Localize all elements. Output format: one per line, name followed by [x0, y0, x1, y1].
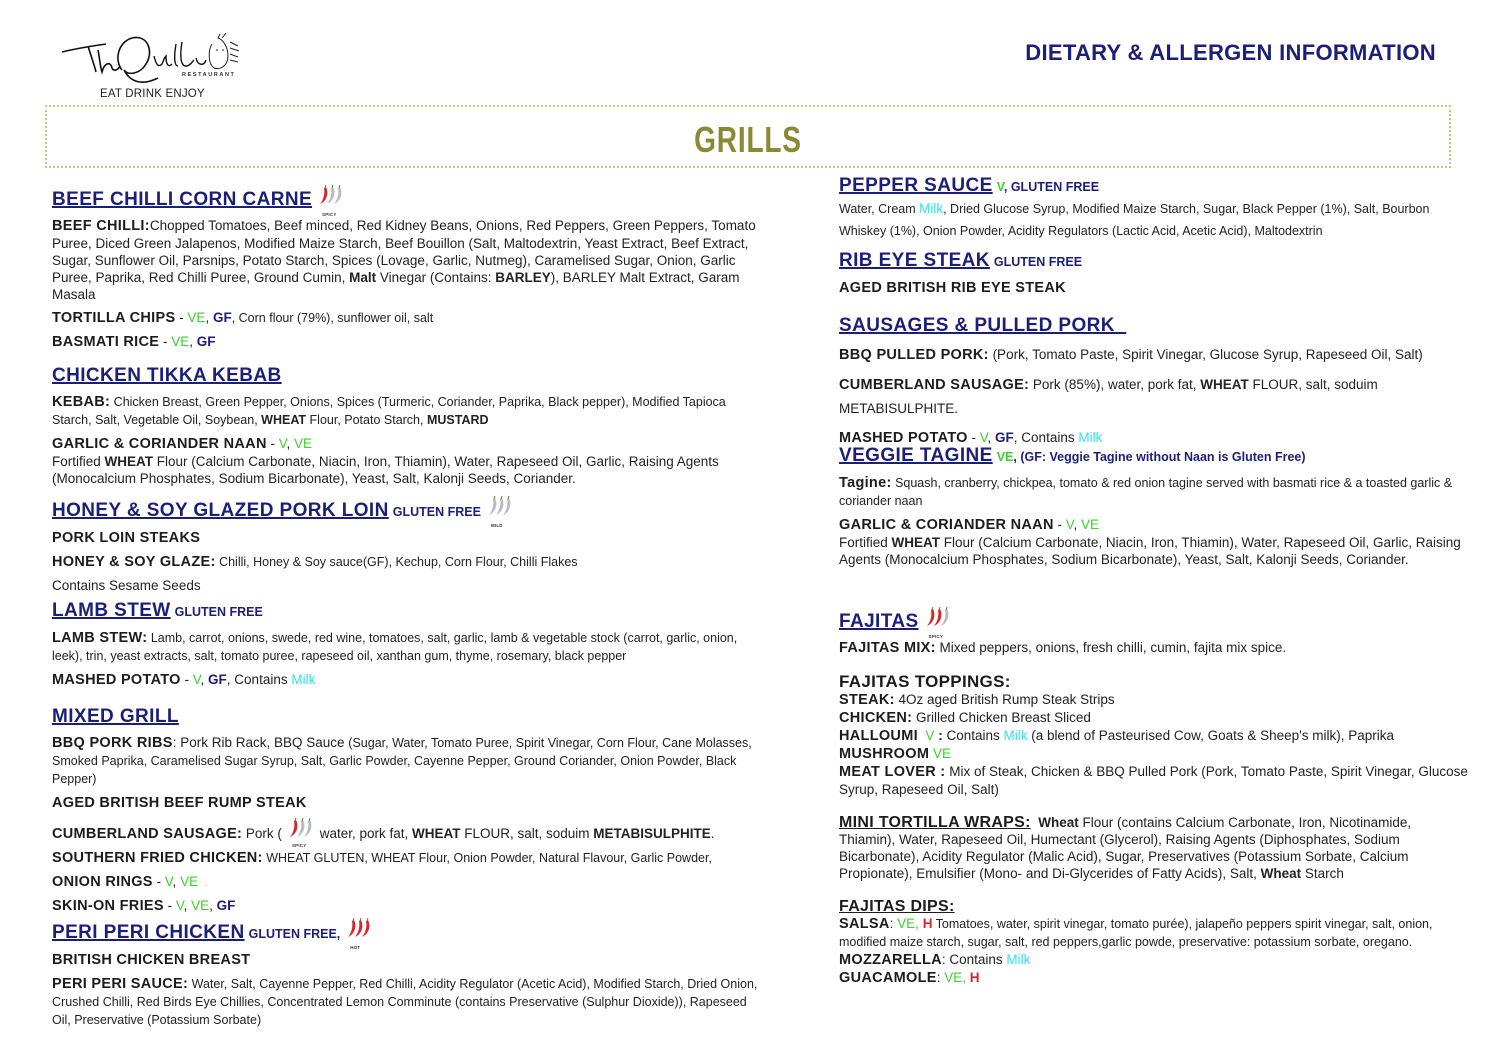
ingredient-line	[52, 951, 764, 969]
text: ), BARLEY Malt Extract, Garam Masala	[52, 270, 740, 302]
allergen-highlight: WHEAT	[104, 454, 154, 469]
item-label: MINI TORTILLA WRAPS:	[839, 814, 1031, 831]
text: ,	[183, 898, 192, 913]
chilli-pepper-mark	[489, 498, 496, 515]
text: Water, Cream	[839, 202, 920, 216]
dietary-tag: VE	[1081, 517, 1100, 532]
section-heading	[52, 600, 764, 623]
dietary-tag: VE	[171, 334, 190, 349]
allergen-milk: Milk	[291, 672, 316, 687]
chilli-pepper-mark	[941, 609, 948, 626]
ingredient-line	[52, 629, 764, 665]
text: : Pork Rib Rack, BBQ Sauce	[172, 735, 349, 750]
text: -	[967, 430, 980, 445]
item-label: Tagine:	[839, 475, 892, 491]
allergen-highlight: Wheat	[1260, 866, 1302, 881]
text: -	[1053, 517, 1066, 532]
dish-name: BEEF CHILLI CORN CARNE	[52, 189, 313, 210]
item-label: GARLIC & CORIANDER NAAN	[839, 517, 1054, 533]
allergen-milk: Milk	[919, 201, 944, 216]
ingredient-line	[839, 745, 1469, 763]
dietary-tags	[997, 180, 1099, 194]
text: Mix of Steak, Chicken & BBQ Pulled Pork (Pork, Tomato Paste, Spirit Vinegar, Glucose Syrup, Rapeseed Oil, Salt)	[839, 764, 1468, 797]
text: , Contains	[1013, 430, 1079, 445]
dietary-tags	[175, 605, 263, 619]
item-label: BBQ PORK RIBS	[52, 735, 173, 751]
ingredient-line	[839, 814, 1469, 882]
ingredient-line	[52, 333, 764, 351]
dish-name: SAUSAGES & PULLED PORK	[839, 315, 1127, 336]
ingredient-line	[839, 279, 1469, 297]
heat-level-label: SPICY	[928, 634, 944, 639]
dietary-tag: GF	[208, 672, 227, 687]
ingredient-line	[839, 709, 1469, 727]
chilli-heat-icon	[921, 607, 953, 639]
dietary-tag: GF	[995, 430, 1014, 445]
section-heading	[839, 250, 1469, 273]
dietary-tag: GLUTEN FREE	[174, 605, 263, 619]
ingredient-line	[52, 453, 764, 487]
allergen-highlight: WHEAT	[1200, 377, 1249, 392]
item-label: GUACAMOLE	[839, 970, 937, 986]
text: : Contains	[941, 952, 1007, 967]
ingredient-line	[839, 198, 1469, 242]
banner-title: GRILLS	[694, 119, 802, 160]
dietary-tag: V	[1065, 517, 1074, 532]
ingredient-line	[52, 873, 764, 891]
chilli-pepper-mark	[362, 920, 369, 937]
logo-subtitle: RESTAURANT	[182, 72, 236, 78]
menu-section-mixed-grill	[52, 706, 764, 915]
item-label: TORTILLA CHIPS	[52, 310, 176, 326]
chilli-pepper-mark	[927, 609, 934, 626]
item-label: PERI PERI SAUCE:	[52, 976, 189, 992]
item-label: MOZZARELLA	[839, 952, 942, 968]
allergen-highlight: Malt	[349, 270, 377, 285]
menu-section-chicken-tikka-kebab	[52, 365, 764, 487]
ingredient-line	[839, 969, 1469, 987]
ingredient-line	[839, 763, 1469, 798]
dietary-tag: GLUTEN FREE,	[248, 927, 341, 941]
text: Flour (Calcium Carbonate, Niacin, Iron, Thiamin), Water, Rapeseed Oil, Garlic, Raising Agents (Monocalcium Phosphates, Sodium Bicarbonate), Yeast, Salt, Kalonji Seeds, Coriander.	[52, 454, 719, 486]
dietary-tag: GF	[216, 898, 236, 913]
text: ,	[189, 334, 197, 349]
item-label: GARLIC & CORIANDER NAAN	[52, 436, 267, 452]
text: Flour (contains Calcium Carbonate, Iron, Nicotinamide, Thiamin), Water, Rapeseed Oil, Humectant (Glycerol), Raising Agents (Diphosphates, Sodium Bicarbonate), Acidity Regulator (Malic Acid), Sugar, Preservatives (Potassium Sorbate, Calcium Propionate), Emulsifier (Mono- and Di-Glycerides of Fatty Acids), Salt,	[839, 815, 1412, 881]
dish-name: PEPPER SAUCE	[839, 175, 993, 196]
heat-level-label: HOT	[350, 945, 361, 950]
item-label: MUSHROOM	[839, 746, 930, 762]
text: Fortified	[52, 454, 105, 469]
text: ,	[987, 430, 996, 445]
item-label: CUMBERLAND SAUSAGE:	[52, 826, 243, 842]
chilli-heat-icon	[342, 918, 374, 950]
dietary-tag: GLUTEN FREE	[392, 505, 481, 519]
chilli-pepper-mark	[304, 820, 311, 837]
item-label: BRITISH CHICKEN BREAST	[52, 952, 251, 968]
text: ,	[286, 436, 295, 451]
ingredient-line	[839, 915, 1469, 951]
allergen-highlight: Wheat	[1038, 815, 1079, 830]
dietary-tag: H	[969, 970, 980, 985]
item-label: HONEY & SOY GLAZE:	[52, 554, 216, 570]
menu-section-rib-eye-steak	[839, 250, 1469, 297]
dietary-tags	[393, 505, 481, 519]
item-label: MASHED POTATO	[839, 430, 968, 446]
dietary-tag: GF	[196, 334, 216, 349]
ingredient-line	[52, 975, 764, 1029]
item-label: SOUTHERN FRIED CHICKEN:	[52, 850, 263, 866]
ingredient-line	[839, 373, 1469, 420]
text: -	[159, 334, 172, 349]
text: Chicken Breast, Green Pepper, Onions, Spices (Turmeric, Coriander, Paprika, Black pepper), Modified Tapioca Starch, Salt, Vegetable Oil, Soybean,	[52, 395, 726, 427]
section-heading	[839, 315, 1469, 337]
text: ,	[209, 898, 217, 913]
allergen-highlight: WHEAT	[891, 535, 941, 550]
dietary-tag: VE,	[944, 970, 970, 985]
text: Tomatoes, water, spirit vinegar, tomato purée), jalapeño peppers spirit vinegar, salt, onion, modified maize starch, sugar, salt, red peppers,garlic powde, preservative: potassium sorbate, oregano.	[839, 917, 1433, 949]
dietary-tag: , GLUTEN FREE	[1003, 180, 1100, 194]
chilli-heat-icon	[314, 185, 346, 217]
text: Chopped Tomatoes, Beef minced, Red Kidney Beans, Onions, Red Peppers, Green Peppers, Tomato Puree, Diced Green Jalapenos, Modified Maize Starch, Beef Bouillon (Salt, Maltodextrin, Yeast Extract, Beef Extract, Sugar, Sunflower Oil, Parsnips, Potato Starch, Spices (Lovage, Garlic, Nutmeg), Caramelised Sugar, Onion, Garlic Puree, Paprika, Red Chilli Puree, Ground Cumin,	[52, 218, 756, 285]
dietary-tag: V	[164, 874, 173, 889]
section-heading	[839, 445, 1469, 468]
text: (Pork, Tomato Paste, Spirit Vinegar, Glucose Syrup, Rapeseed Oil, Salt)	[988, 347, 1423, 362]
dietary-tag: V	[917, 728, 935, 743]
item-label: AGED BRITISH BEEF RUMP STEAK	[52, 795, 307, 811]
text: Squash, cranberry, chickpea, tomato & red onion tagine served with basmati rice & a toasted garlic & coriander naan	[839, 476, 1453, 508]
text: ,	[205, 310, 213, 325]
dish-name: VEGGIE TAGINE	[839, 445, 993, 466]
ingredient-line	[52, 553, 764, 571]
text: , Dried Glucose Syrup, Modified Maize Starch, Sugar, Black Pepper (1%), Salt, Bourbon Whiskey (1%), Onion Powder, Acidity Regulators (Lactic Acid, Acetic Acid), Maltodextrin	[839, 202, 1430, 238]
heat-level-label: SPICY	[291, 843, 307, 848]
ingredient-line	[52, 309, 764, 327]
dietary-tags	[994, 255, 1082, 269]
item-label: FAJITAS TOPPINGS:	[839, 672, 1011, 691]
section-heading	[52, 365, 764, 387]
ingredient-line	[839, 673, 1469, 691]
dietary-tag: VE	[191, 898, 210, 913]
item-label: CHICKEN:	[839, 710, 913, 726]
heat-level-label: SPICY	[322, 212, 337, 217]
ingredient-line	[52, 734, 764, 788]
item-label: PORK LOIN STEAKS	[52, 530, 201, 546]
item-label: MASHED POTATO	[52, 672, 181, 688]
dietary-tag: VE	[996, 450, 1014, 464]
ingredient-line	[839, 343, 1469, 367]
dietary-tag: GF	[212, 310, 232, 325]
menu-section-honey-soy-glazed-pork-loin	[52, 496, 764, 594]
text: ,	[200, 672, 209, 687]
text: Flour (Calcium Carbonate, Niacin, Iron, Thiamin), Water, Rapeseed Oil, Garlic, Raising Agents (Monocalcium Phosphates, Sodium Bicarbonate), Yeast, Salt, Kalonji Seeds, Coriander.	[839, 535, 1461, 567]
ingredient-line	[52, 897, 764, 915]
text: Fortified	[839, 535, 892, 550]
menu-section-veggie-tagine	[839, 445, 1469, 568]
text: (Sugar, Water, Tomato Puree, Spirit Vinegar, Corn Flour, Cane Molasses, Smoked Paprika, Caramelised Sugar Syrup, Salt, Garlic Powder, Cayenne Pepper, Ground Coriander, Onion Powder, Black Pepper)	[52, 736, 752, 786]
chilli-pepper-mark	[320, 187, 327, 204]
menu-section-lamb-stew	[52, 600, 764, 689]
text: Grilled Chicken Breast Sliced	[912, 710, 1091, 725]
dietary-tag: VE,	[897, 916, 923, 931]
item-label: STEAK:	[839, 692, 895, 708]
dietary-tag: V	[979, 430, 988, 445]
text: Water, Salt, Cayenne Pepper, Red Chilli, Acidity Regulator (Acetic Acid), Modified Starch, Dried Onion, Crushed Chilli, Red Birds Eye Chillies, Concentrated Lemon Comminute (contains Preservative (Sulphur Dioxide)), Rapeseed Oil, Preservative (Potassium Sorbate)	[52, 977, 758, 1027]
dietary-tag: H	[922, 916, 933, 931]
document-title: DIETARY & ALLERGEN INFORMATION	[1025, 40, 1436, 65]
item-label: HALLOUMI	[839, 728, 918, 744]
text: , Contains	[226, 672, 292, 687]
text: :	[889, 916, 898, 931]
chilli-pepper-mark	[503, 498, 510, 515]
chilli-pepper-mark	[334, 187, 341, 204]
allergen-milk: Milk	[1003, 728, 1028, 743]
text: Contains Sesame Seeds	[52, 578, 201, 593]
text: water, pork fat,	[315, 826, 412, 841]
section-heading	[52, 496, 764, 528]
dietary-tags	[249, 927, 341, 941]
ingredient-line	[839, 727, 1469, 745]
section-heading	[52, 918, 764, 950]
text: -	[152, 874, 165, 889]
item-label: KEBAB:	[52, 394, 111, 410]
dietary-tag: V	[996, 180, 1004, 194]
chilli-pepper-mark	[327, 187, 334, 204]
menu-section-fajitas	[839, 607, 1469, 987]
chilli-pepper-mark	[496, 498, 503, 515]
dietary-tag: GLUTEN FREE	[993, 255, 1083, 269]
dietary-tag: V	[278, 436, 287, 451]
text: FLOUR, salt, soduim METABISULPHITE.	[839, 377, 1378, 416]
ingredient-line	[52, 529, 764, 547]
dietary-tag: V	[192, 672, 201, 687]
tagline: EAT DRINK ENJOY	[100, 88, 205, 100]
item-label: BEEF CHILLI:	[52, 218, 150, 234]
ingredient-line	[839, 474, 1469, 510]
ingredient-line	[52, 577, 764, 594]
dietary-tag: , (GF: Veggie Tagine without Naan is Gluten Free)	[1013, 450, 1306, 464]
text: Flour, Potato Starch,	[306, 413, 427, 427]
allergen-highlight: :	[934, 728, 943, 743]
menu-section-beef-chilli-corn-carne	[52, 185, 764, 351]
ingredient-line	[52, 671, 764, 689]
item-label: CUMBERLAND SAUSAGE:	[839, 377, 1030, 393]
text: (a blend of Pasteurised Cow, Goats & Sheep's milk), Paprika	[1027, 728, 1394, 743]
item-label: FAJITAS DIPS:	[839, 898, 955, 915]
text: -	[163, 898, 176, 913]
allergen-highlight: WHEAT	[261, 413, 307, 427]
chilli-pepper-mark	[297, 820, 304, 837]
chilli-pepper-mark	[348, 920, 355, 937]
ingredient-line	[52, 794, 764, 812]
text: , Corn flour (79%), sunflower oil, salt	[231, 311, 434, 325]
section-heading	[839, 175, 1469, 198]
text: ,	[172, 874, 181, 889]
item-label: SALSA	[839, 916, 890, 932]
item-label: MEAT LOVER :	[839, 764, 946, 780]
ingredient-line	[52, 818, 764, 848]
dish-name: FAJITAS	[839, 611, 919, 632]
chilli-pepper-mark	[355, 920, 362, 937]
restaurant-logo	[58, 30, 248, 105]
text: -	[180, 672, 193, 687]
chilli-heat-icon	[483, 496, 515, 528]
ingredient-line	[52, 435, 764, 453]
text: Lamb, carrot, onions, swede, red wine, tomatoes, salt, garlic, lamb & vegetable stock (carrot, garlic, onion, leek), trin, yeast extracts, salt, tomato puree, rapeseed oil, xanthan gum, thyme, rosemary, black pepper	[52, 631, 738, 663]
heat-level-label: MILD	[490, 523, 503, 528]
allergen-milk: Milk	[1078, 430, 1103, 445]
item-label: AGED BRITISH RIB EYE STEAK	[839, 280, 1066, 296]
dietary-tag: VE	[180, 874, 199, 889]
allergen-highlight: WHEAT	[411, 826, 461, 841]
text: 4Oz aged British Rump Steak Strips	[894, 692, 1115, 707]
allergen-highlight: MUSTARD	[426, 413, 489, 427]
text: Pork (	[242, 826, 282, 841]
text: ,	[1073, 517, 1082, 532]
dish-name: PERI PERI CHICKEN	[52, 922, 245, 943]
dietary-tag: V	[175, 898, 184, 913]
text: Vinegar (Contains:	[376, 270, 496, 285]
text: :	[936, 970, 945, 985]
text: -	[266, 436, 279, 451]
text: Contains	[942, 728, 1004, 743]
text: WHEAT GLUTEN, WHEAT Flour, Onion Powder, Natural Flavour, Garlic Powder,	[262, 851, 712, 865]
menu-section-sausages-pulled-pork	[839, 315, 1469, 450]
ingredient-line	[839, 898, 1469, 915]
text: .	[710, 826, 715, 841]
allergen-milk: Milk	[1006, 952, 1031, 967]
dish-name: MIXED GRILL	[52, 706, 179, 727]
ingredient-line	[839, 691, 1469, 709]
chilli-pepper-mark	[290, 820, 297, 837]
ingredient-line	[839, 951, 1469, 969]
chilli-heat-icon	[284, 818, 316, 848]
menu-section-pepper-sauce	[839, 175, 1469, 242]
dish-name: HONEY & SOY GLAZED PORK LOIN	[52, 500, 389, 521]
dietary-tag: VE	[187, 310, 206, 325]
item-label: FAJITAS MIX:	[839, 640, 936, 656]
section-banner	[45, 105, 1451, 168]
item-label: SKIN-ON FRIES	[52, 898, 164, 914]
section-heading	[52, 706, 764, 728]
item-label: LAMB STEW:	[52, 630, 148, 646]
chilli-pepper-mark	[934, 609, 941, 626]
ingredient-line	[52, 217, 764, 303]
item-label: BASMATI RICE	[52, 334, 160, 350]
dish-name: CHICKEN TIKKA KEBAB	[52, 365, 282, 386]
dish-name: LAMB STEW	[52, 600, 171, 621]
dish-name: RIB EYE STEAK	[839, 250, 990, 271]
text: Chilli, Honey & Soy sauce(GF), Kechup, Corn Flour, Chilli Flakes	[215, 555, 578, 569]
ingredient-line	[839, 534, 1469, 568]
menu-section-peri-peri-chicken	[52, 918, 764, 1029]
allergen-highlight: BARLEY	[495, 270, 551, 285]
text: Mixed peppers, onions, fresh chilli, cumin, fajita mix spice.	[935, 640, 1287, 655]
item-label: BBQ PULLED PORK:	[839, 347, 989, 363]
section-heading	[52, 185, 764, 217]
text: FLOUR, salt, soduim	[460, 826, 594, 841]
ingredient-line	[52, 393, 764, 429]
allergen-highlight: METABISULPHITE	[593, 826, 711, 841]
dietary-tag: VE	[929, 746, 951, 761]
dietary-tag: VE	[294, 436, 313, 451]
ingredient-line	[839, 516, 1469, 534]
text: Starch	[1301, 866, 1344, 881]
dietary-tags	[997, 450, 1306, 464]
item-label: ONION RINGS	[52, 874, 153, 890]
text: Pork (85%), water, pork fat,	[1029, 377, 1201, 392]
section-heading	[839, 607, 1469, 639]
ingredient-line	[52, 849, 764, 867]
text: -	[175, 310, 188, 325]
